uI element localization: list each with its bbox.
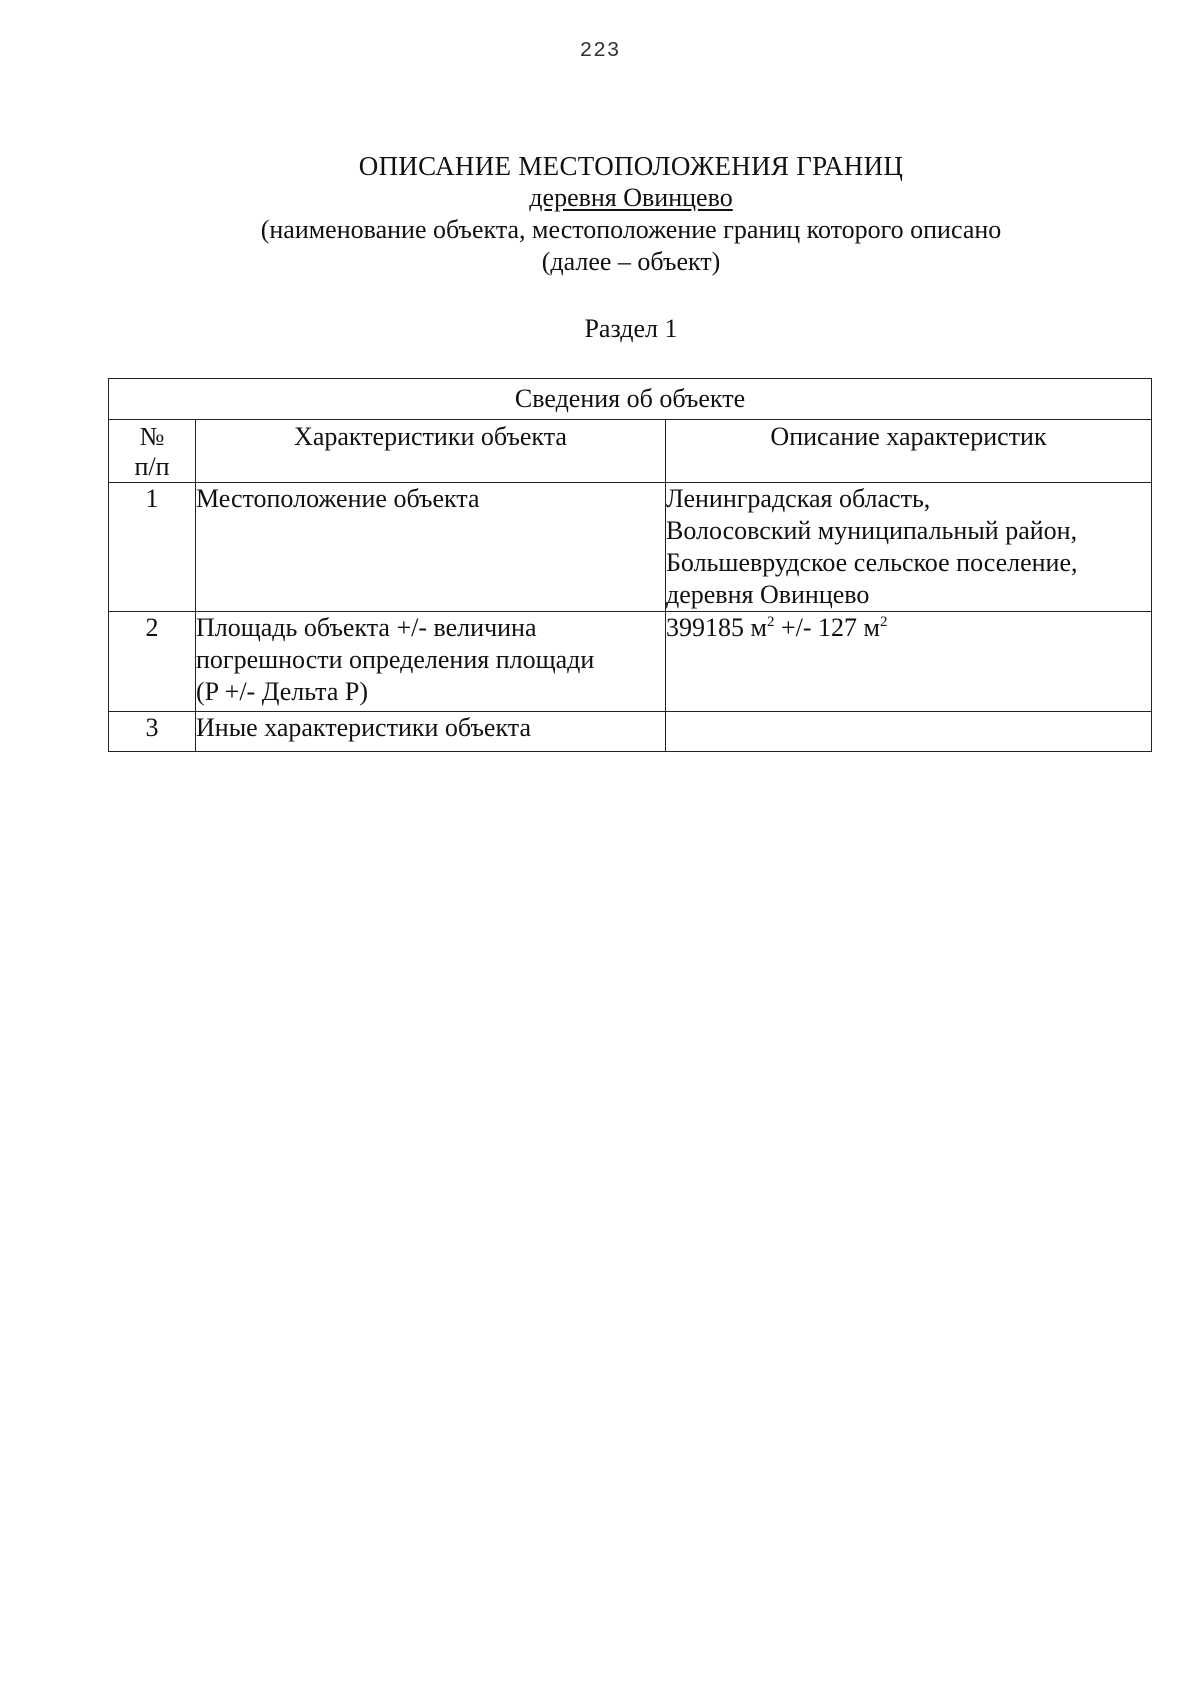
area-tolerance: +/- 127 м [774, 613, 880, 642]
document-title: ОПИСАНИЕ МЕСТОПОЛОЖЕНИЯ ГРАНИЦ [358, 151, 904, 181]
header-description: Описание характеристик [666, 420, 1152, 483]
row-description [666, 712, 1152, 752]
description-line: Большеврудское сельское поселение, [666, 548, 1078, 577]
row-characteristic [196, 612, 666, 712]
description-line: Ленинградская область, [666, 484, 931, 513]
characteristic-line: погрешности определения площади [196, 645, 595, 674]
area-number: 399185 м [666, 613, 767, 642]
table-row [109, 712, 1152, 752]
row-characteristic [196, 483, 666, 612]
header-number-line1: № [139, 422, 165, 451]
characteristic-line: Площадь объекта +/- величина [196, 613, 537, 642]
row-description [666, 612, 1152, 712]
table-caption: Сведения об объекте [109, 379, 1152, 420]
area-value [666, 612, 1151, 644]
characteristic-line: Местоположение объекта [196, 484, 480, 513]
row-number: 3 [109, 712, 196, 752]
tolerance-unit-superscript: 2 [879, 614, 888, 630]
header-characteristics: Характеристики объекта [196, 420, 666, 483]
row-characteristic [196, 712, 666, 752]
row-number: 2 [109, 612, 196, 712]
object-info-table [108, 378, 1152, 752]
table-row [109, 612, 1152, 712]
page-number: 223 [579, 40, 621, 63]
header-number [109, 420, 196, 483]
object-name-note-continued: (далее – объект) [541, 247, 721, 276]
area-unit-superscript: 2 [766, 614, 775, 630]
object-name-note: (наименование объекта, местоположение границ которого описано [260, 215, 1002, 244]
table-row [109, 483, 1152, 612]
table-header-row [109, 420, 1152, 483]
description-line: Волосовский муниципальный район, [666, 516, 1078, 545]
row-number: 1 [109, 483, 196, 612]
header-number-line2: п/п [134, 452, 170, 481]
characteristic-line: Иные характеристики объекта [196, 713, 531, 742]
table-caption-row [109, 379, 1152, 420]
section-label: Раздел 1 [584, 314, 678, 343]
description-line: деревня Овинцево [666, 580, 870, 609]
object-name: деревня Овинцево [529, 183, 733, 212]
document-header [0, 150, 1200, 278]
characteristic-line: (P +/- Дельта P) [196, 677, 368, 706]
row-description [666, 483, 1152, 612]
